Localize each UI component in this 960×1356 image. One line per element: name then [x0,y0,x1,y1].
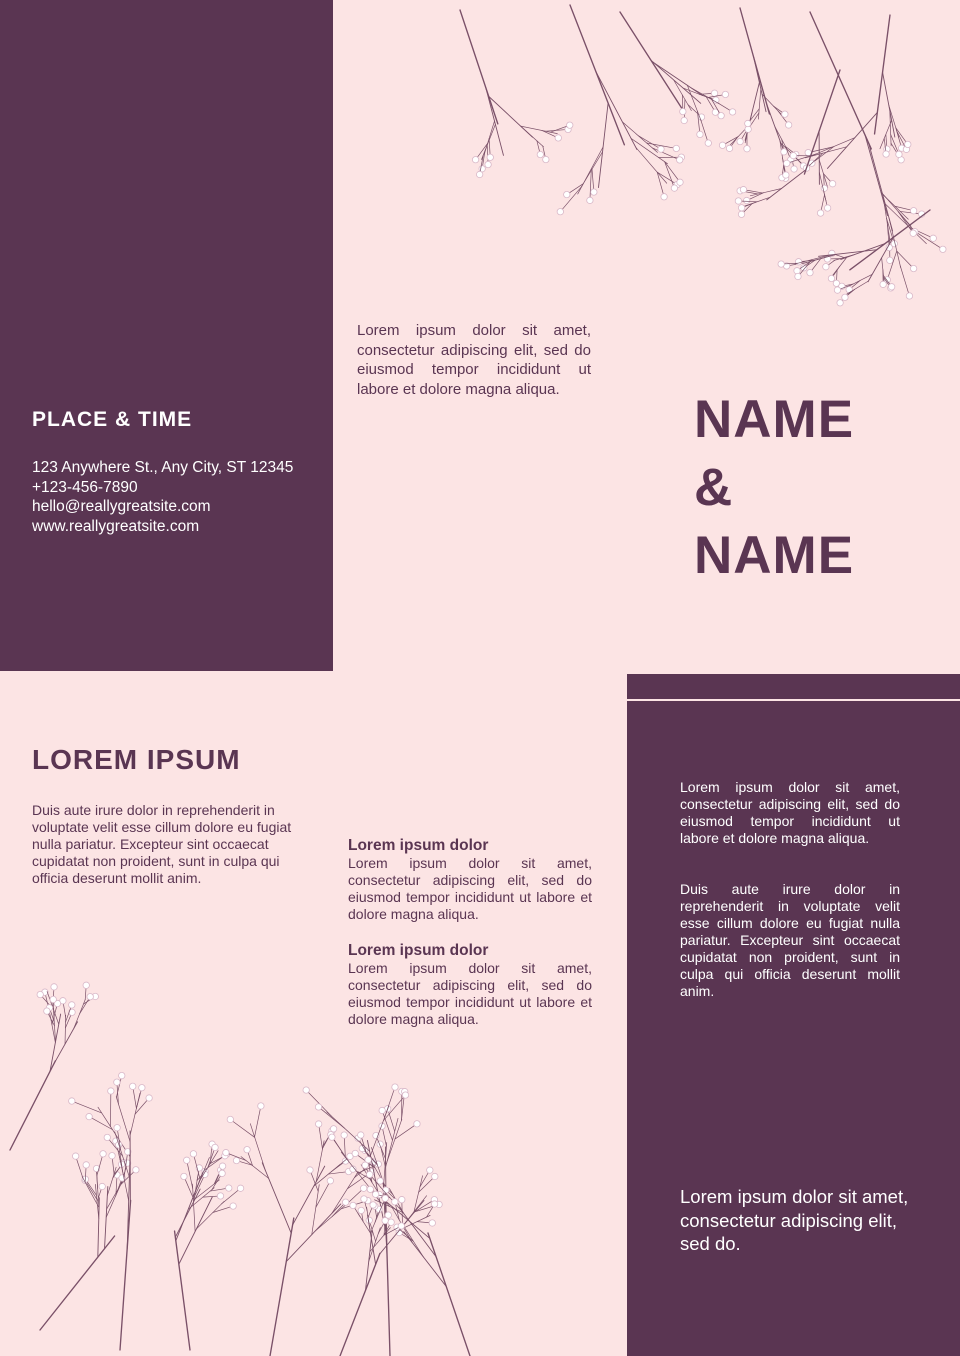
place-time-title: PLACE & TIME [32,408,193,431]
intro-paragraph: Lorem ipsum dolor sit amet, consectetur adipiscing elit, sed do eiusmod tempor incididunt ut labore et dolore magna aliqua. [357,322,591,398]
middle-block-title: Lorem ipsum dolor [348,942,489,959]
contact-address: 123 Anywhere St., Any City, ST 12345 [32,459,294,476]
contact-email: hello@reallygreatsite.com [32,498,211,516]
info-paragraph-1: Lorem ipsum dolor sit amet, consectetur adipiscing elit, sed do eiusmod tempor incididunt ut labore et dolore magna aliqua. [680,779,900,846]
lorem-heading: LOREM IPSUM [32,744,241,775]
lorem-body: Duis aute irure dolor in reprehenderit in voluptate velit esse cillum dolore eu fugiat nulla pariatur. Excepteur sint occaecat cupidatat non proident, sunt in culpa qui officia deserunt mollit anim. [32,802,292,886]
couple-names [694,386,854,590]
info-paragraph-2: Duis aute irure dolor in reprehenderit in voluptate velit esse cillum dolore eu fugiat nulla pariatur. Excepteur sint occaecat cupidatat non proident, sunt in culpa qui officia deserunt mollit anim. [680,881,900,999]
middle-block-text: Lorem ipsum dolor sit amet, consectetur adipiscing elit, sed do eiusmod tempor incididunt ut labore et dolore magna aliqua. [348,855,592,922]
name-second: NAME [694,526,855,585]
panel-divider [627,699,960,701]
middle-block-title: Lorem ipsum dolor [348,837,489,854]
middle-block-1 [348,836,592,923]
contact-details [32,458,293,537]
contact-phone: +123-456-7890 [32,478,138,496]
middle-block-text: Lorem ipsum dolor sit amet, consectetur adipiscing elit, sed do eiusmod tempor incididunt ut labore et dolore magna aliqua. [348,960,592,1027]
name-first: NAME [694,390,855,449]
place-time-panel [0,0,333,671]
info-quote: Lorem ipsum dolor sit amet, consectetur adipiscing elit, sed do. [680,1186,909,1254]
middle-block-2 [348,941,592,1028]
name-ampersand: & [694,458,734,517]
floral-bottom-illustration [0,1020,627,1356]
contact-website: www.reallygreatsite.com [32,518,200,536]
floral-top-illustration [420,0,960,330]
